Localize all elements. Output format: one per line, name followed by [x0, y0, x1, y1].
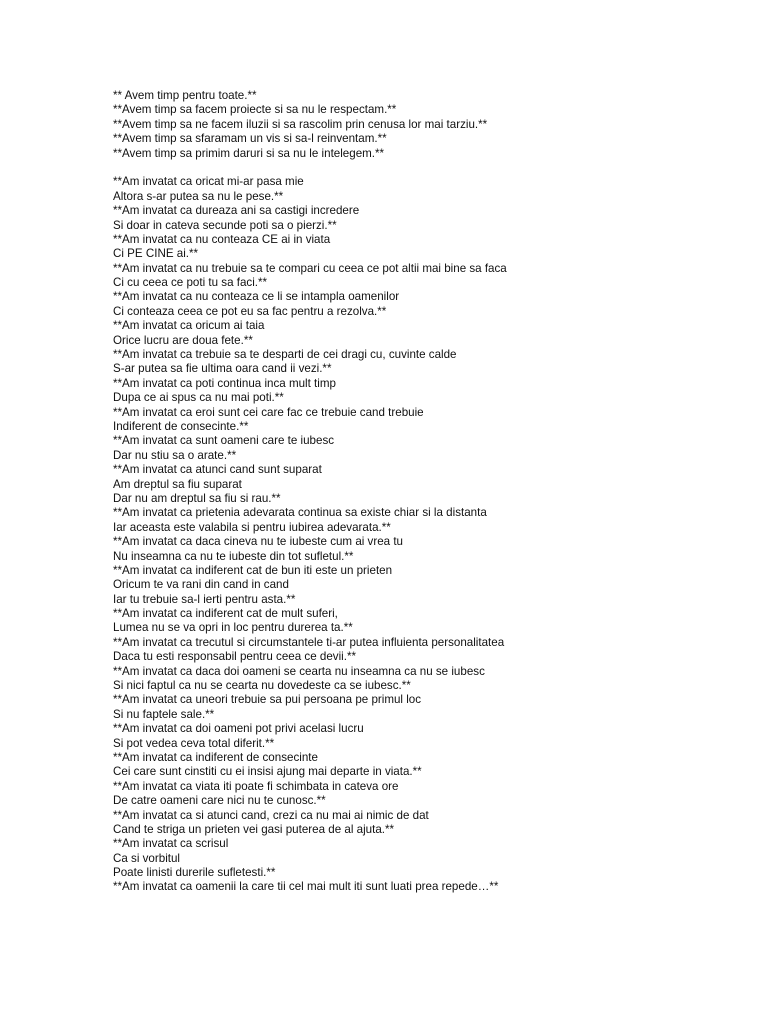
lesson-line: **Am invatat ca scrisul [113, 837, 229, 851]
lesson-line: Iar aceasta este valabila si pentru iubirea adevarata.** [113, 520, 391, 534]
intro-line: **Avem timp sa sfaramam un vis si sa-l reinventam.** [113, 132, 387, 146]
lesson-line: Si nici faptul ca nu se cearta nu dovedeste ca se iubesc.** [113, 679, 411, 693]
lesson-line: **Am invatat ca atunci cand sunt suparat [113, 463, 322, 477]
lesson-line: Dupa ce ai spus ca nu mai poti.** [113, 391, 284, 405]
lesson-line: **Am invatat ca trebuie sa te desparti de cei dragi cu, cuvinte calde [113, 348, 457, 362]
intro-block [113, 89, 753, 161]
lesson-line: **Am invatat ca dureaza ani sa castigi incredere [113, 204, 360, 218]
lesson-line: **Am invatat ca doi oameni pot privi acelasi lucru [113, 722, 364, 736]
lesson-line: **Am invatat ca nu conteaza ce li se intampla oamenilor [113, 290, 400, 304]
intro-line: **Avem timp sa primim daruri si sa nu le intelegem.** [113, 146, 385, 160]
lesson-line: De catre oameni care nici nu te cunosc.** [113, 794, 326, 808]
lesson-line: S-ar putea sa fie ultima oara cand ii vezi.** [113, 362, 332, 376]
lesson-line: Altora s-ar putea sa nu le pese.** [113, 189, 284, 203]
lesson-line: Indiferent de consecinte.** [113, 419, 249, 433]
lesson-line: **Am invatat ca sunt oameni care te iubesc [113, 434, 335, 448]
lesson-line: **Am invatat ca viata iti poate fi schimbata in cateva ore [113, 779, 399, 793]
paragraph-spacer [113, 161, 753, 175]
lesson-line: **Am invatat ca prietenia adevarata continua sa existe chiar si la distanta [113, 506, 487, 520]
lesson-line: Ca si vorbitul [113, 851, 181, 865]
lesson-line: Cei care sunt cinstiti cu ei insisi ajung mai departe in viata.** [113, 765, 422, 779]
lesson-line: **Am invatat ca daca doi oameni se cearta nu inseamna ca nu se iubesc [113, 664, 485, 678]
lesson-line: **Am invatat ca nu conteaza CE ai in viata [113, 232, 331, 246]
lesson-line: **Am invatat ca trecutul si circumstantele ti-ar putea influienta personalitatea [113, 635, 505, 649]
intro-line: ** Avem timp pentru toate.** [113, 89, 257, 102]
lesson-line: Iar tu trebuie sa-l ierti pentru asta.** [113, 592, 296, 606]
lesson-line: **Am invatat ca indiferent de consecinte [113, 750, 318, 764]
lesson-line: **Am invatat ca nu trebuie sa te compari cu ceea ce pot altii mai bine sa faca [113, 261, 507, 275]
lesson-line: Poate linisti durerile sufletesti.** [113, 866, 276, 880]
lesson-line: Ci conteaza ceea ce pot eu sa fac pentru a rezolva.** [113, 304, 387, 318]
lesson-line: **Am invatat ca uneori trebuie sa pui persoana pe primul loc [113, 693, 422, 707]
document-body [113, 89, 753, 895]
lesson-line: Cand te striga un prieten vei gasi puterea de al ajuta.** [113, 822, 395, 836]
intro-line: **Avem timp sa ne facem iluzii si sa rascolim prin cenusa lor mai tarziu.** [113, 117, 488, 131]
lesson-line: Lumea nu se va opri in loc pentru durerea ta.** [113, 621, 353, 635]
lesson-line: **Am invatat ca oricum ai taia [113, 319, 265, 333]
lesson-line: Ci cu ceea ce poti tu sa faci.** [113, 276, 268, 290]
lesson-line: Dar nu am dreptul sa fiu si rau.** [113, 491, 281, 505]
lesson-line: Si nu faptele sale.** [113, 707, 215, 721]
lesson-line: **Am invatat ca daca cineva nu te iubeste cum ai vrea tu [113, 535, 404, 549]
intro-line: **Avem timp sa facem proiecte si sa nu le respectam.** [113, 103, 397, 117]
lessons-block [113, 175, 753, 895]
lesson-line: Dar nu stiu sa o arate.** [113, 448, 237, 462]
lesson-line: **Am invatat ca indiferent cat de bun iti este un prieten [113, 563, 393, 577]
lesson-line: Ci PE CINE ai.** [113, 247, 199, 261]
lesson-line: **Am invatat ca si atunci cand, crezi ca nu mai ai nimic de dat [113, 808, 429, 822]
lesson-line: **Am invatat ca eroi sunt cei care fac ce trebuie cand trebuie [113, 405, 424, 419]
lesson-line: Nu inseamna ca nu te iubeste din tot sufletul.** [113, 549, 354, 563]
lesson-line: Am dreptul sa fiu suparat [113, 477, 242, 491]
lesson-line: Daca tu esti responsabil pentru ceea ce devii.** [113, 650, 356, 664]
lesson-line: **Am invatat ca indiferent cat de mult suferi, [113, 607, 338, 621]
lesson-line: **Am invatat ca poti continua inca mult timp [113, 376, 336, 390]
lesson-line: Orice lucru are doua fete.** [113, 333, 253, 347]
lesson-line: Si pot vedea ceva total diferit.** [113, 736, 275, 750]
lesson-line: **Am invatat ca oricat mi-ar pasa mie [113, 175, 304, 189]
lesson-line: Si doar in cateva secunde poti sa o pierzi.** [113, 218, 337, 232]
lesson-line: **Am invatat ca oamenii la care tii cel mai mult iti sunt luati prea repede…** [113, 880, 499, 894]
lesson-line: Oricum te va rani din cand in cand [113, 578, 289, 592]
